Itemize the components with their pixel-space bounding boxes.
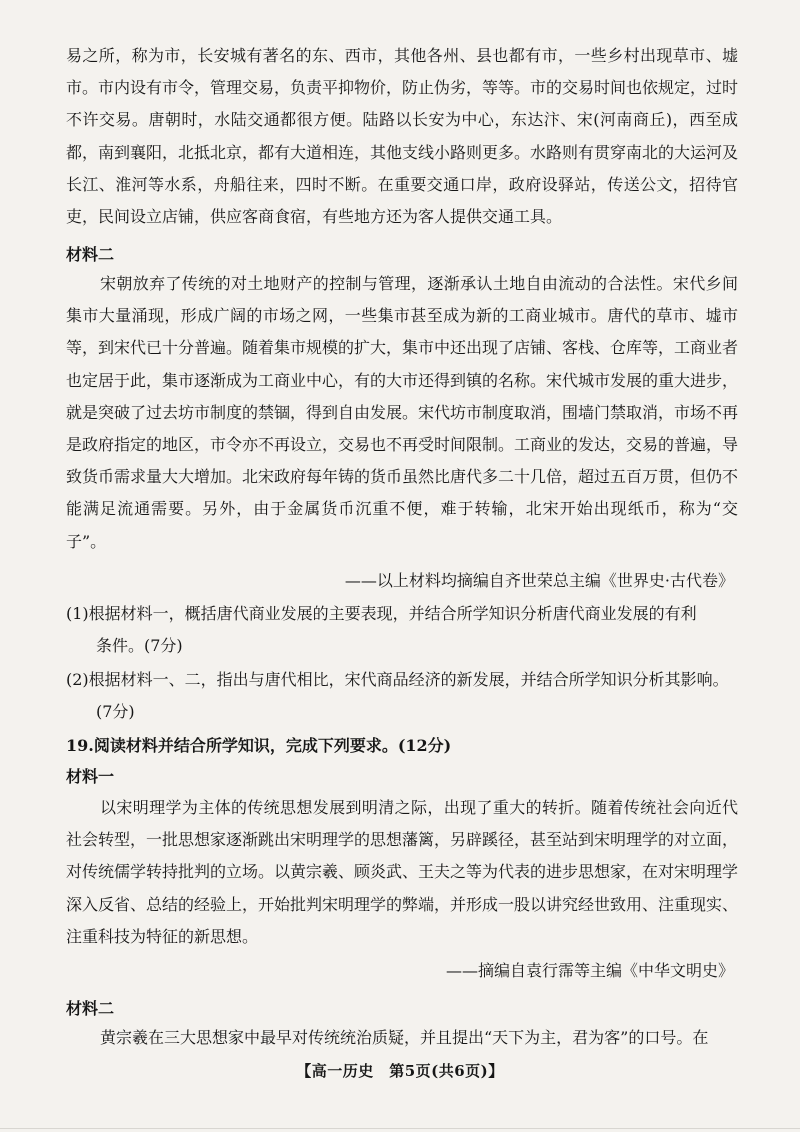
material2-text: 宋朝放弃了传统的对土地财产的控制与管理，逐渐承认土地自由流动的合法性。宋代乡间集市大量涌现，形成广阔的市场之网，一些集市甚至成为新的工商业城市。唐代的草市、墟市等，到宋代已十分普遍。随着集市规模的扩大，集市中还出现了店铺、客栈、仓库等，工商业者也定居于此，集市逐渐成为工商业中心，有的大市还得到镇的名称。宋代城市发展的重大进步，就是突破了过去坊市制度的禁锢，得到自由发展。宋代坊市制度取消，围墙门禁取消，市场不再是政府指定的地区，市令亦不再设立，交易也不再受时间限制。工商业的发达，交易的普遍，导致货币需求量大大增加。北宋政府每年铸的货币虽然比唐代多二十几倍，超过五百万贯，但仍不能满足流通需要。另外，由于金属货币沉重不便，难于转输，北宋开始出现纸币，称为“交子”。 [66,274,739,551]
q19-material1-section [66,762,738,792]
question-2 [66,664,738,728]
source-citation-1: ——以上材料均摘编自齐世荣总主编《世界史·古代卷》 [344,571,734,590]
question-1-line1: (1)根据材料一，概括唐代商业发展的主要表现，并结合所学知识分析唐代商业发展的有利 [66,604,697,623]
source-citation-2: ——摘编自袁行霈等主编《中华文明史》 [445,961,734,980]
question-19-prompt: 19.阅读材料并结合所学知识，完成下列要求。(12分) [66,736,452,755]
material2-section [66,240,738,270]
q19-material2-section [66,994,738,1024]
material2-heading: 材料二 [66,245,115,264]
material1-continuation [66,40,738,233]
q19-material1-heading: 材料一 [66,767,115,786]
q19-material2-body [66,1022,738,1054]
question-1 [66,598,738,662]
question-2-line1: (2)根据材料一、二，指出与唐代相比，宋代商品经济的新发展，并结合所学知识分析其影响。 [66,670,729,689]
question-19 [66,730,738,762]
material2-body [66,268,738,558]
question-1-line2: 条件。(7分) [96,636,183,655]
q19-material2-heading: 材料二 [66,999,115,1018]
q19-material1-text: 以宋明理学为主体的传统思想发展到明清之际，出现了重大的转折。随着传统社会向近代社会转型，一批思想家逐渐跳出宋明理学的思想藩篱，另辟蹊径，甚至站到宋明理学的对立面，对传统儒学转持批判的立场。以黄宗羲、顾炎武、王夫之等为代表的进步思想家，在对宋明理学深入反省、总结的经验上，开始批判宋明理学的弊端，并形成一股以讲究经世致用、注重现实、注重科技为特征的新思想。 [66,798,739,946]
page-footer: 【高一历史 第5页(共6页)】 [296,1062,504,1080]
page-bottom-edge [0,1128,800,1129]
material1-text: 易之所，称为市，长安城有著名的东、西市，其他各州、县也都有市，一些乡村出现草市、墟市。市内设有市令，管理交易，负责平抑物价，防止伪劣，等等。市的交易时间也依规定，过时不许交易。唐朝时，水陆交通都很方便。陆路以长安为中心，东达汴、宋(河南商丘)，西至成都，南到襄阳，北抵北京，都有大道相连，其他支线小路则更多。水路则有贯穿南北的大运河及长江、淮河等水系，舟船往来，四时不断。在重要交通口岸，政府设驿站，传送公文，招待官吏，民间设立店铺，供应客商食宿，有些地方还为客人提供交通工具。 [66,46,739,227]
q19-material1-body [66,792,738,953]
question-2-line2: (7分) [96,702,135,721]
q19-material2-text: 黄宗羲在三大思想家中最早对传统统治质疑，并且提出“天下为主，君为客”的口号。在 [100,1028,709,1047]
